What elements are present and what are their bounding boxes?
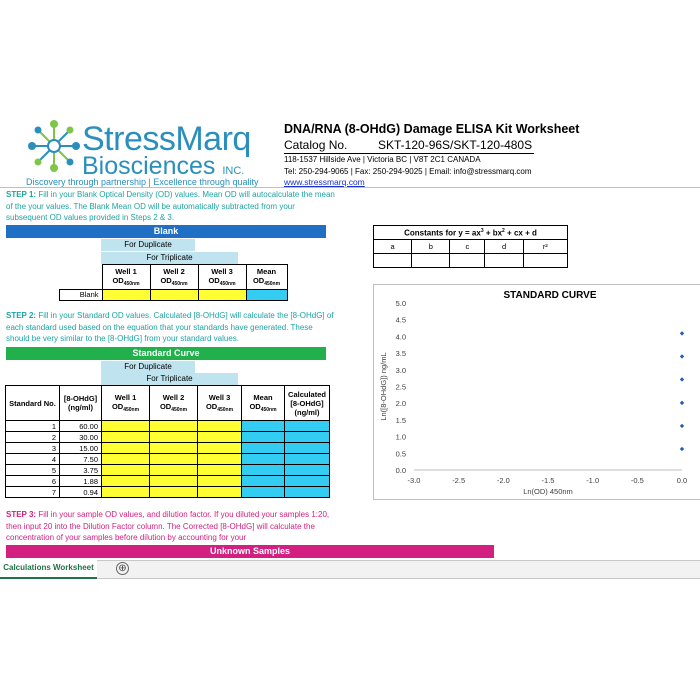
standard-curve-chart[interactable]: [373, 284, 700, 500]
y-tick-label: 5.0: [395, 299, 406, 308]
step1-text: STEP 1: Fill in your Blank Optical Density (OD) values. Mean OD will autocalculate the mean of the your values. The Blank Mean OD will be automatically subtracted from your subsequent OD values provided in Steps 2 & 3.: [6, 190, 335, 222]
std-well2-cell[interactable]: [150, 421, 198, 432]
std-conc-cell: 15.00: [60, 443, 102, 454]
y-tick-label: 0.0: [395, 466, 406, 475]
standard-curve-banner: Standard Curve: [6, 347, 326, 360]
catalog-row: [284, 138, 534, 154]
y-tick-label: 4.5: [395, 315, 406, 325]
step3-text: STEP 3: Fill in your sample OD values, and dilution factor. If you diluted your samples 1:20, then input 20 into the Dilution Factor column. The Corrected [8-OHdG] will calculate the concentration of your samples before dilution by accounting for your: [6, 510, 330, 542]
std-conc-cell: 1.88: [60, 476, 102, 487]
x-tick-label: 0.0: [676, 476, 688, 485]
x-tick-label: -2.5: [452, 476, 466, 485]
catalog-value: SKT-120-96S/SKT-120-480S: [378, 138, 533, 152]
blank-row-label: Blank: [60, 289, 103, 300]
blank-well2-cell[interactable]: [150, 289, 198, 300]
std-conc-cell: 60.00: [60, 421, 102, 432]
constant-col-2: c: [450, 240, 485, 254]
x-axis-label: Ln(OD) 450nm: [523, 487, 573, 496]
std-no-cell: 3: [6, 443, 60, 454]
address-line: 118-1537 Hillside Ave | Victoria BC | V8T 2C1 CANADA: [284, 155, 481, 164]
table-row: [6, 476, 330, 487]
std-conc-cell: 0.94: [60, 487, 102, 498]
y-tick-label: 3.5: [395, 349, 406, 359]
standard-triplicate-label: For Triplicate: [101, 373, 238, 385]
catalog-label: Catalog No.: [284, 138, 348, 152]
blank-well3-header: Well 3 $OD_{450nm}$: [198, 265, 246, 290]
std-well2-cell[interactable]: [150, 487, 198, 498]
y-axis-label: Ln([8-OHdG]) ng/mL: [379, 352, 388, 421]
x-tick-label: -3.0: [407, 476, 421, 485]
y-tick-label: 3.0: [395, 365, 406, 375]
constant-value-0: [374, 254, 412, 268]
constants-title: Constants for $y = ax^3 + bx^2$ + cx + d: [374, 226, 568, 240]
unknown-samples-banner: Unknown Samples: [6, 545, 494, 558]
chart-title: STANDARD CURVE: [503, 290, 597, 301]
std-no-cell: 6: [6, 476, 60, 487]
y-tick-label: 1.0: [395, 432, 406, 442]
std-well2-header: Well 2 $OD_{450nm}$: [150, 386, 198, 421]
standard-table: [5, 385, 330, 498]
y-tick-label: 4.0: [395, 332, 406, 342]
table-row: [6, 421, 330, 432]
standard-duplicate-label: For Duplicate: [101, 361, 195, 373]
blank-duplicate-label: For Duplicate: [101, 239, 195, 251]
std-well2-cell[interactable]: [150, 454, 198, 465]
constant-value-1: [412, 254, 450, 268]
data-point: [680, 424, 684, 428]
blank-mean-header: Mean $OD_{450nm}$: [246, 265, 287, 290]
x-tick-label: -1.0: [586, 476, 600, 485]
std-mean-cell: [242, 432, 285, 443]
y-tick-label: 2.0: [395, 399, 406, 409]
std-mean-cell: [242, 476, 285, 487]
std-well3-cell[interactable]: [198, 432, 242, 443]
blank-mean-cell: [246, 289, 287, 300]
table-row: [6, 443, 330, 454]
step2-text: STEP 2: Fill in your Standard OD values. Calculated [8-OHdG] will calculate the [8-OHdG] of each standard used based on the equation that your standards have generated. These should be very similar to the [8-OHdG] from your standard values.: [6, 311, 334, 343]
std-well3-header: Well 3 $OD_{450nm}$: [198, 386, 242, 421]
std-mean-header: Mean $OD_{450nm}$: [242, 386, 285, 421]
std-calc-cell: [285, 421, 330, 432]
constant-col-3: d: [485, 240, 523, 254]
std-well1-cell[interactable]: [102, 454, 150, 465]
x-tick-label: -0.5: [630, 476, 644, 485]
data-point: [680, 447, 684, 451]
constant-value-3: [485, 254, 523, 268]
std-conc-cell: 30.00: [60, 432, 102, 443]
y-tick-label: 0.5: [395, 449, 406, 459]
constant-col-1: b: [412, 240, 450, 254]
website-link[interactable]: www.stressmarq.com: [284, 177, 365, 187]
std-well1-cell[interactable]: [102, 476, 150, 487]
std-calc-cell: [285, 443, 330, 454]
constant-value-2: [450, 254, 485, 268]
header-divider: [0, 187, 700, 188]
x-tick-label: -1.5: [541, 476, 555, 485]
std-mean-cell: [242, 487, 285, 498]
blank-well1-header: Well 1 $OD_{450nm}$: [102, 265, 150, 290]
std-well1-header: Well 1 $OD_{450nm}$: [102, 386, 150, 421]
std-well2-cell[interactable]: [150, 476, 198, 487]
data-point: [680, 401, 684, 405]
stressmarq-logo-icon: [26, 118, 82, 174]
std-well2-cell[interactable]: [150, 465, 198, 476]
std-mean-cell: [242, 421, 285, 432]
blank-triplicate-label: For Triplicate: [101, 252, 238, 264]
company-tagline: Discovery through partnership | Excellence through quality: [26, 177, 259, 187]
data-point: [680, 331, 684, 335]
std-well3-cell[interactable]: [198, 476, 242, 487]
constant-col-4: r²: [523, 240, 567, 254]
data-point: [680, 354, 684, 358]
std-no-cell: 1: [6, 421, 60, 432]
std-well3-cell[interactable]: [198, 443, 242, 454]
std-well1-cell[interactable]: [102, 443, 150, 454]
blank-well1-cell[interactable]: [102, 289, 150, 300]
std-well3-cell[interactable]: [198, 454, 242, 465]
std-no-header: Standard No.: [6, 386, 60, 421]
std-calc-cell: [285, 454, 330, 465]
blank-well3-cell[interactable]: [198, 289, 246, 300]
company-name: StressMarq: [82, 120, 251, 158]
data-point: [680, 377, 684, 381]
blank-banner: Blank: [6, 225, 326, 238]
x-tick-label: -2.0: [496, 476, 510, 485]
address-block: [284, 154, 532, 177]
y-tick-label: 1.5: [395, 415, 406, 425]
table-row: [6, 487, 330, 498]
std-mean-cell: [242, 465, 285, 476]
std-calc-cell: [285, 487, 330, 498]
tab-calculations-worksheet[interactable]: Calculations Worksheet: [0, 560, 97, 579]
std-no-cell: 4: [6, 454, 60, 465]
std-no-cell: 2: [6, 432, 60, 443]
std-conc-header: [8-OHdG] (ng/ml): [60, 386, 102, 421]
std-well2-cell[interactable]: [150, 432, 198, 443]
std-no-cell: 5: [6, 465, 60, 476]
std-mean-cell: [242, 454, 285, 465]
std-well3-cell[interactable]: [198, 465, 242, 476]
std-calc-cell: [285, 432, 330, 443]
std-well3-cell[interactable]: [198, 421, 242, 432]
blank-well2-header: Well 2 $OD_{450nm}$: [150, 265, 198, 290]
std-well2-cell[interactable]: [150, 443, 198, 454]
std-well1-cell[interactable]: [102, 465, 150, 476]
constants-table: [373, 225, 568, 268]
table-row: [6, 465, 330, 476]
std-no-cell: 7: [6, 487, 60, 498]
y-tick-label: 2.5: [395, 382, 406, 392]
std-calc-header: Calculated [8-OHdG] (ng/ml): [285, 386, 330, 421]
std-calc-cell: [285, 476, 330, 487]
worksheet-title: DNA/RNA (8-OHdG) Damage ELISA Kit Worksheet: [284, 122, 580, 136]
chart-svg: [374, 285, 700, 499]
std-well1-cell[interactable]: [102, 487, 150, 498]
table-row: [6, 432, 330, 443]
std-conc-cell: 7.50: [60, 454, 102, 465]
add-sheet-icon[interactable]: ⊕: [116, 562, 129, 575]
constant-col-0: a: [374, 240, 412, 254]
constant-value-4: [523, 254, 567, 268]
std-well1-cell[interactable]: [102, 432, 150, 443]
table-row: [6, 454, 330, 465]
company-subname: Biosciences INC.: [82, 152, 245, 180]
std-conc-cell: 3.75: [60, 465, 102, 476]
std-mean-cell: [242, 443, 285, 454]
std-well1-cell[interactable]: [102, 421, 150, 432]
std-calc-cell: [285, 465, 330, 476]
sheet-tab-bar: [0, 560, 700, 579]
contact-line: Tel: 250-294-9065 | Fax: 250-294-9025 | Email: info@stressmarq.com: [284, 166, 532, 176]
std-well3-cell[interactable]: [198, 487, 242, 498]
blank-table: [59, 264, 288, 301]
